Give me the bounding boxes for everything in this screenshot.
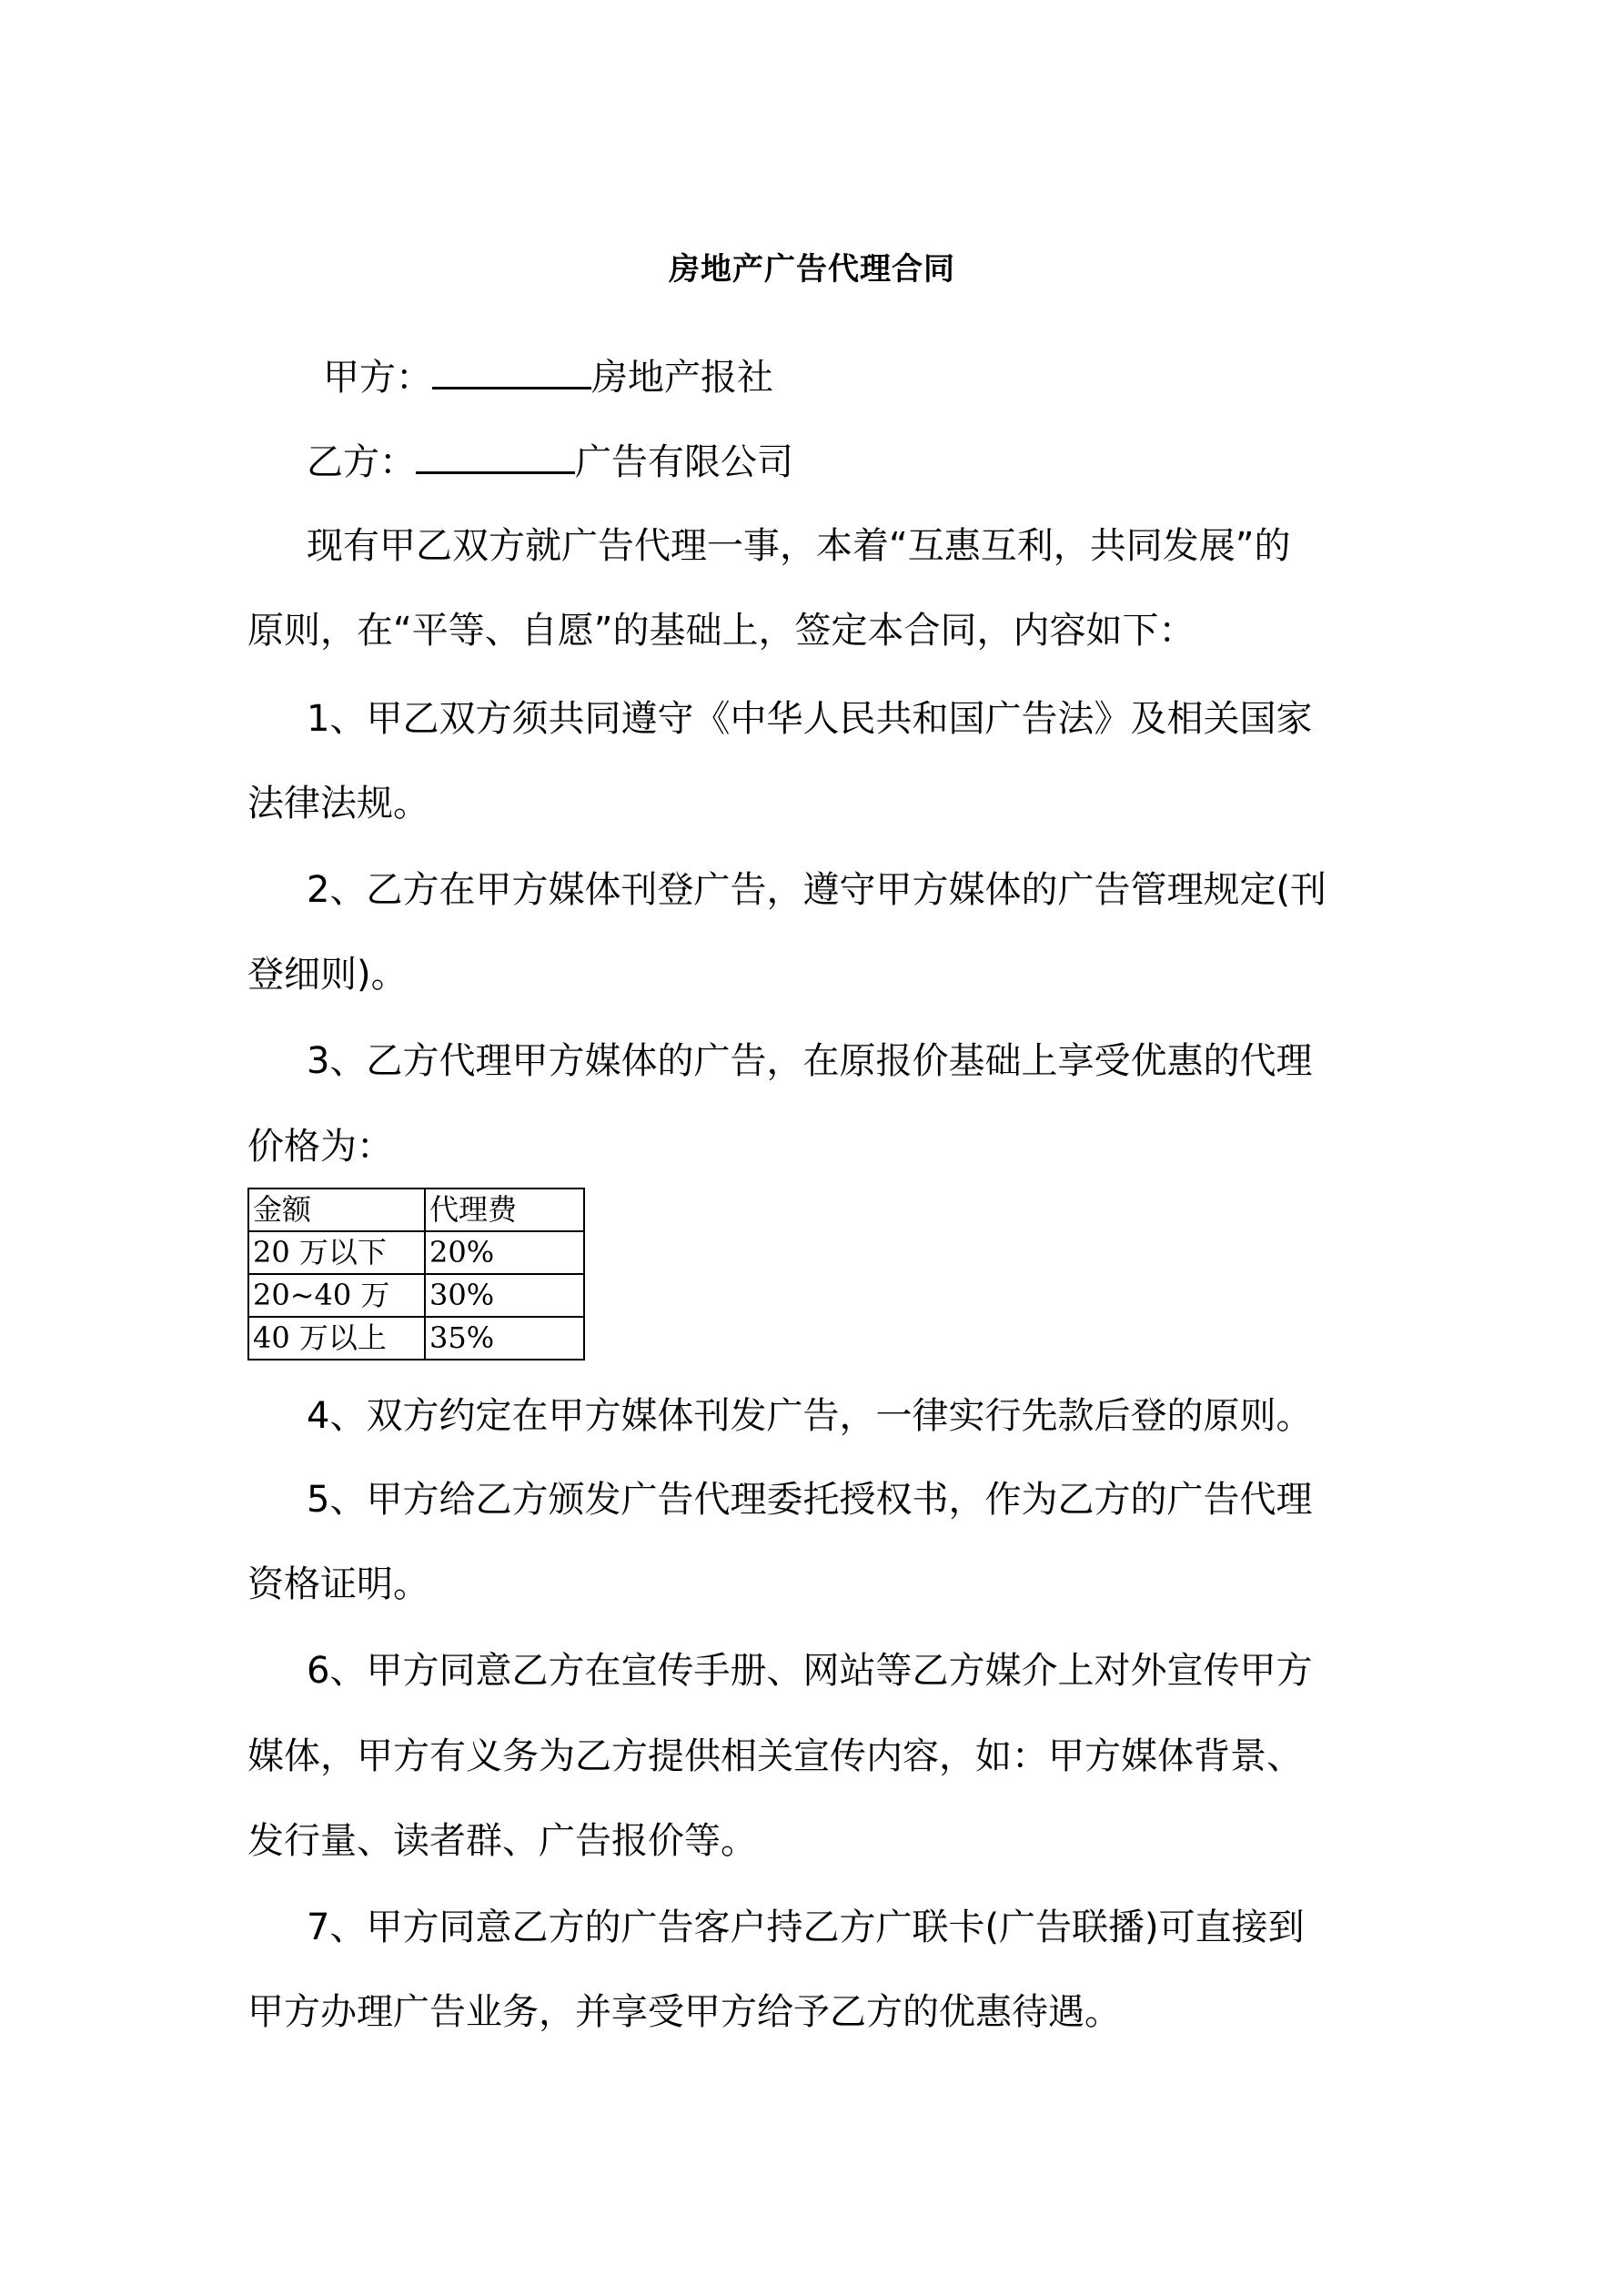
intro-line-1: 现有甲乙双方就广告代理一事，本着“互惠互利，共同发展”的 <box>307 525 1291 567</box>
party-a-blank <box>432 350 591 389</box>
fee-rate-cell: 30% <box>425 1274 584 1317</box>
fee-rate-cell: 20% <box>425 1231 584 1274</box>
clause-5-line-1: 5、甲方给乙方颁发广告代理委托授权书，作为乙方的广告代理 <box>307 1479 1313 1521</box>
fee-header-amount: 金额 <box>248 1188 425 1231</box>
clause-6-line-2: 媒体，甲方有义务为乙方提供相关宣传内容，如：甲方媒体背景、 <box>247 1735 1303 1777</box>
clause-6-line-3: 发行量、读者群、广告报价等。 <box>247 1820 757 1862</box>
party-a-line <box>323 350 773 403</box>
clause-2-line-2: 登细则)。 <box>247 954 408 996</box>
clause-4-line-1: 4、双方约定在甲方媒体刊发广告，一律实行先款后登的原则。 <box>307 1395 1313 1437</box>
clause-7-line-1: 7、甲方同意乙方的广告客户持乙方广联卡(广告联播)可直接到 <box>307 1907 1305 1948</box>
party-b-name: 广告有限公司 <box>575 441 793 483</box>
clause-1-line-2: 法律法规。 <box>247 783 429 824</box>
fee-header-fee: 代理费 <box>425 1188 584 1231</box>
clause-7-line-2: 甲方办理广告业务，并享受甲方给予乙方的优惠待遇。 <box>247 1991 1121 2033</box>
fee-table-header-row <box>248 1188 584 1231</box>
intro-line-2: 原则，在“平等、自愿”的基础上，签定本合同，内容如下： <box>247 610 1195 652</box>
table-row <box>248 1231 584 1274</box>
table-row <box>248 1274 584 1317</box>
clause-5-line-2: 资格证明。 <box>247 1563 429 1605</box>
fee-table <box>247 1188 585 1360</box>
party-b-label: 乙方： <box>307 441 416 483</box>
party-b-line <box>307 435 793 488</box>
party-a-label: 甲方： <box>323 357 432 399</box>
fee-amount-cell: 20 万以下 <box>248 1231 425 1274</box>
party-b-blank <box>416 435 575 474</box>
document-title: 房地产广告代理合同 <box>669 251 955 288</box>
fee-amount-cell: 20~40 万 <box>248 1274 425 1317</box>
table-row <box>248 1317 584 1360</box>
clause-3-line-2: 价格为： <box>247 1126 393 1168</box>
clause-1-line-1: 1、甲乙双方须共同遵守《中华人民共和国广告法》及相关国家 <box>307 698 1313 740</box>
clause-3-line-1: 3、乙方代理甲方媒体的广告，在原报价基础上享受优惠的代理 <box>307 1040 1313 1082</box>
clause-2-line-1: 2、乙方在甲方媒体刊登广告，遵守甲方媒体的广告管理规定(刊 <box>307 869 1327 911</box>
fee-amount-cell: 40 万以上 <box>248 1317 425 1360</box>
party-a-name: 房地产报社 <box>591 357 773 399</box>
fee-rate-cell: 35% <box>425 1317 584 1360</box>
clause-6-line-1: 6、甲方同意乙方在宣传手册、网站等乙方媒介上对外宣传甲方 <box>307 1650 1313 1692</box>
